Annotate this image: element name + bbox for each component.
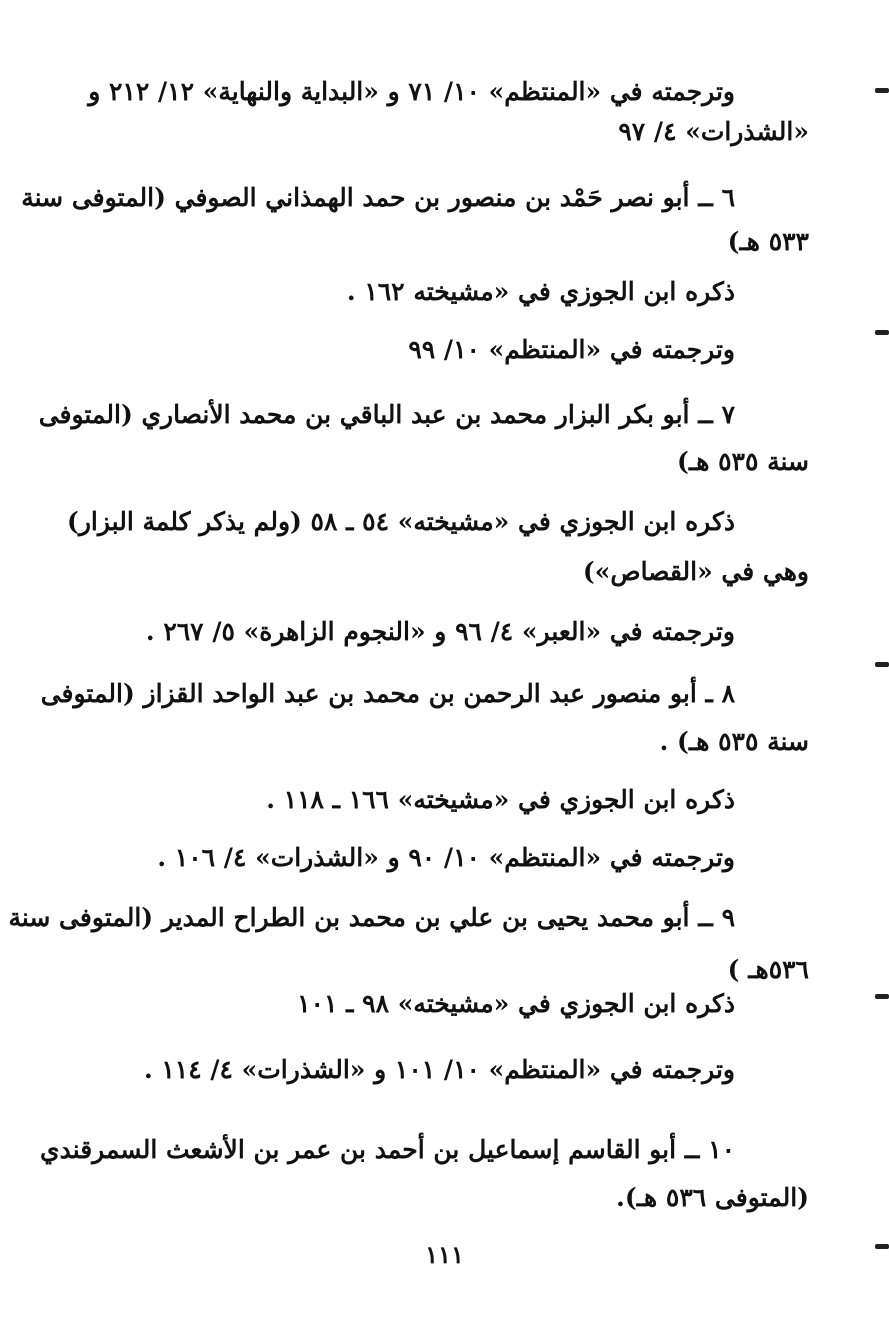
- text-line-19: وترجمته في «المنتظم» ١٠/ ١٠١ و «الشذرات» ٤/ ١١٤ .: [143, 1055, 735, 1084]
- text-line-6: وترجمته في «المنتظم» ١٠/ ٩٩: [408, 335, 735, 364]
- text-line-11: وترجمته في «العبر» ٤/ ٩٦ و «النجوم الزاهرة» ٥/ ٢٦٧ .: [145, 617, 735, 646]
- text-line-4: ٥٣٣ هـ): [727, 227, 809, 256]
- text-line-20: ١٠ ــ أبو القاسم إسماعيل بن أحمد بن عمر بن الأشعث السمرقندي: [40, 1135, 735, 1164]
- text-line-12: ٨ ـ أبو منصور عبد الرحمن بن محمد بن عبد الواحد القزاز (المتوفى: [40, 679, 735, 708]
- edge-mark: [875, 994, 889, 999]
- edge-mark: [875, 662, 889, 667]
- page-number: ١١١: [425, 1240, 464, 1269]
- text-line-9: ذكره ابن الجوزي في «مشيخته» ٥٤ ـ ٥٨ (ولم يذكر كلمة البزار): [67, 507, 735, 536]
- text-line-21: (المتوفى ٥٣٦ هـ).: [616, 1183, 809, 1212]
- text-line-1: وترجمته في «المنتظم» ١٠/ ٧١ و «البداية والنهاية» ١٢/ ٢١٢ و: [88, 77, 735, 106]
- text-line-5: ذكره ابن الجوزي في «مشيخته ١٦٢ .: [346, 277, 735, 306]
- text-line-14: ذكره ابن الجوزي في «مشيخته» ١٦٦ ـ ١١٨ .: [266, 785, 735, 814]
- text-line-2: «الشذرات» ٤/ ٩٧: [618, 117, 809, 146]
- text-line-15: وترجمته في «المنتظم» ١٠/ ٩٠ و «الشذرات» ٤/ ١٠٦ .: [157, 843, 735, 872]
- edge-mark: [875, 330, 889, 335]
- text-line-17: ٥٣٦هـ ): [727, 955, 809, 984]
- text-line-10: وهي في «القصاص»): [582, 557, 809, 586]
- text-line-16: ٩ ــ أبو محمد يحيى بن علي بن محمد بن الطراح المدير (المتوفى سنة: [8, 903, 735, 932]
- edge-mark: [875, 88, 889, 93]
- text-line-7: ٧ ــ أبو بكر البزار محمد بن عبد الباقي بن محمد الأنصاري (المتوفى: [38, 400, 735, 429]
- text-line-13: سنة ٥٣٥ هـ) .: [659, 727, 809, 756]
- edge-mark: [875, 1244, 889, 1249]
- text-line-18: ذكره ابن الجوزي في «مشيخته» ٩٨ ـ ١٠١: [297, 989, 735, 1018]
- text-line-8: سنة ٥٣٥ هـ): [677, 447, 809, 476]
- text-line-3: ٦ ــ أبو نصر حَمْد بن منصور بن حمد الهمذاني الصوفي (المتوفى سنة: [21, 183, 735, 212]
